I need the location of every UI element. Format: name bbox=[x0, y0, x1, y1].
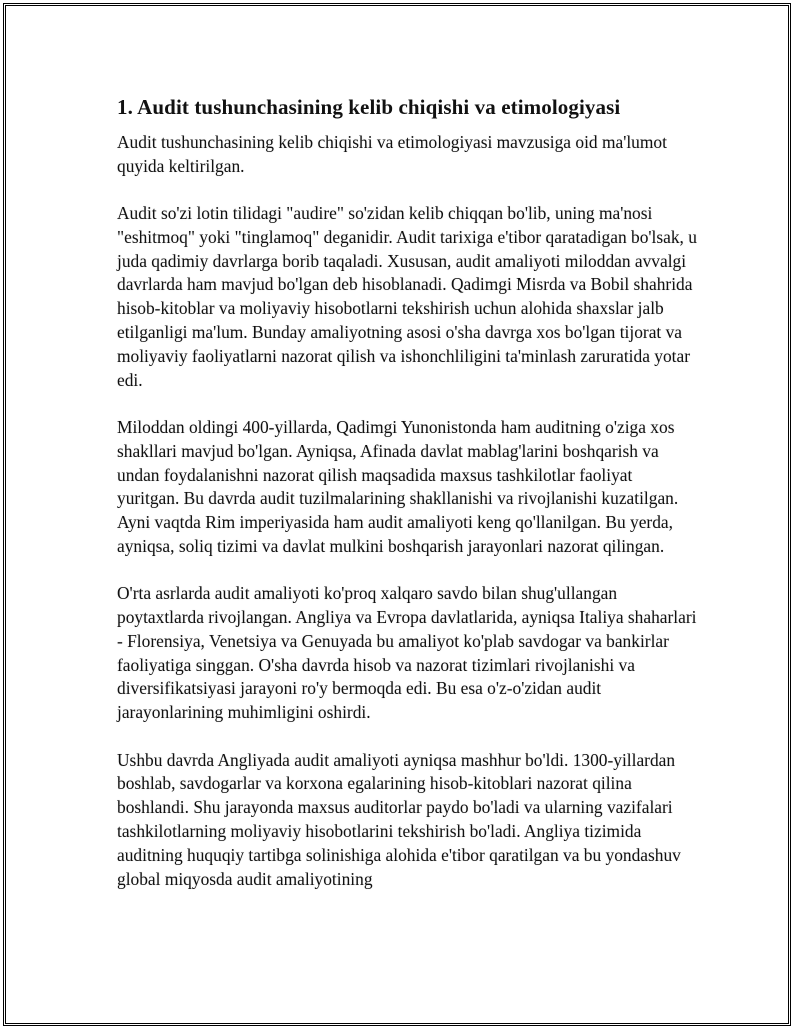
paragraph-middle-ages: O'rta asrlarda audit amaliyoti ko'proq xalqaro savdo bilan shug'ullangan poytaxtlarda rivojlangan. Angliya va Evropa davlatlarida, ayniqsa Italiya shaharlari - Florensiya, Venetsiya va Genuyada bu amaliyot ko'plab savdogar va bankirlar faoliyatiga singgan. O'sha davrda hisob va nazorat tizimlari rivojlanishi va diversifikatsiyasi jarayoni ro'y bermoqda edi. Bu esa o'z-o'zidan audit jarayonlarining muhimligini oshirdi. bbox=[117, 583, 697, 723]
document-body bbox=[117, 93, 697, 915]
paragraph-ancient-greece-rome: Miloddan oldingi 400-yillarda, Qadimgi Yunonistonda ham auditning o'ziga xos shakllari mavjud bo'lgan. Ayniqsa, Afinada davlat mablag'larini boshqarish va undan foydalanishni nazorat qilish maqsadida maxsus tashkilotlar faoliyat yuritgan. Bu davrda audit tuzilmalarining shakllanishi va rivojlanishi kuzatilgan. Ayni vaqtda Rim imperiyasida ham audit amaliyoti keng qo'llanilgan. Bu yerda, ayniqsa, soliq tizimi va davlat mulkini boshqarish jarayonlari nazorat qilingan. bbox=[117, 416, 679, 556]
paragraph-intro: Audit tushunchasining kelib chiqishi va etimologiyasi mavzusiga oid ma'lumot quyida keltirilgan. bbox=[117, 132, 667, 176]
paragraph-england: Ushbu davrda Angliyada audit amaliyoti ayniqsa mashhur bo'ldi. 1300-yillardan boshlab, savdogarlar va korxona egalarining hisob-kitoblari nazorat qilina boshlandi. Shu jarayonda maxsus auditorlar paydo bo'ladi va ularning vazifalari tashkilotlarning moliyaviy hisobotlarini tekshirish bo'ladi. Angliya tizimida auditning huquqiy tartibga solinishiga alohida e'tibor qaratilgan va bu yondashuv global miqyosda audit amaliyotining bbox=[117, 749, 681, 889]
paragraph-etymology: Audit so'zi lotin tilidagi "audire" so'zidan kelib chiqqan bo'lib, uning ma'nosi "eshitmoq" yoki "tinglamoq" deganidir. Audit tarixiga e'tibor qaratadigan bo'lsak, u juda qadimiy davrlarga borib taqaladi. Xususan, audit amaliyoti miloddan avvalgi davrlarda ham mavjud bo'lgan deb hisoblanadi. Qadimgi Misrda va Bobil shahrida hisob-kitoblar va moliyaviy hisobotlarni tekshirish uchun alohida shaxslar jalb etilganligi ma'lum. Bunday amaliyotning asosi o'sha davrga xos bo'lgan tijorat va moliyaviy faoliyatlarni nazorat qilish va ishonchliligini ta'minlash zaruratida yotar edi. bbox=[117, 203, 697, 390]
section-heading: 1. Audit tushunchasining kelib chiqishi va etimologiyasi bbox=[117, 95, 621, 119]
